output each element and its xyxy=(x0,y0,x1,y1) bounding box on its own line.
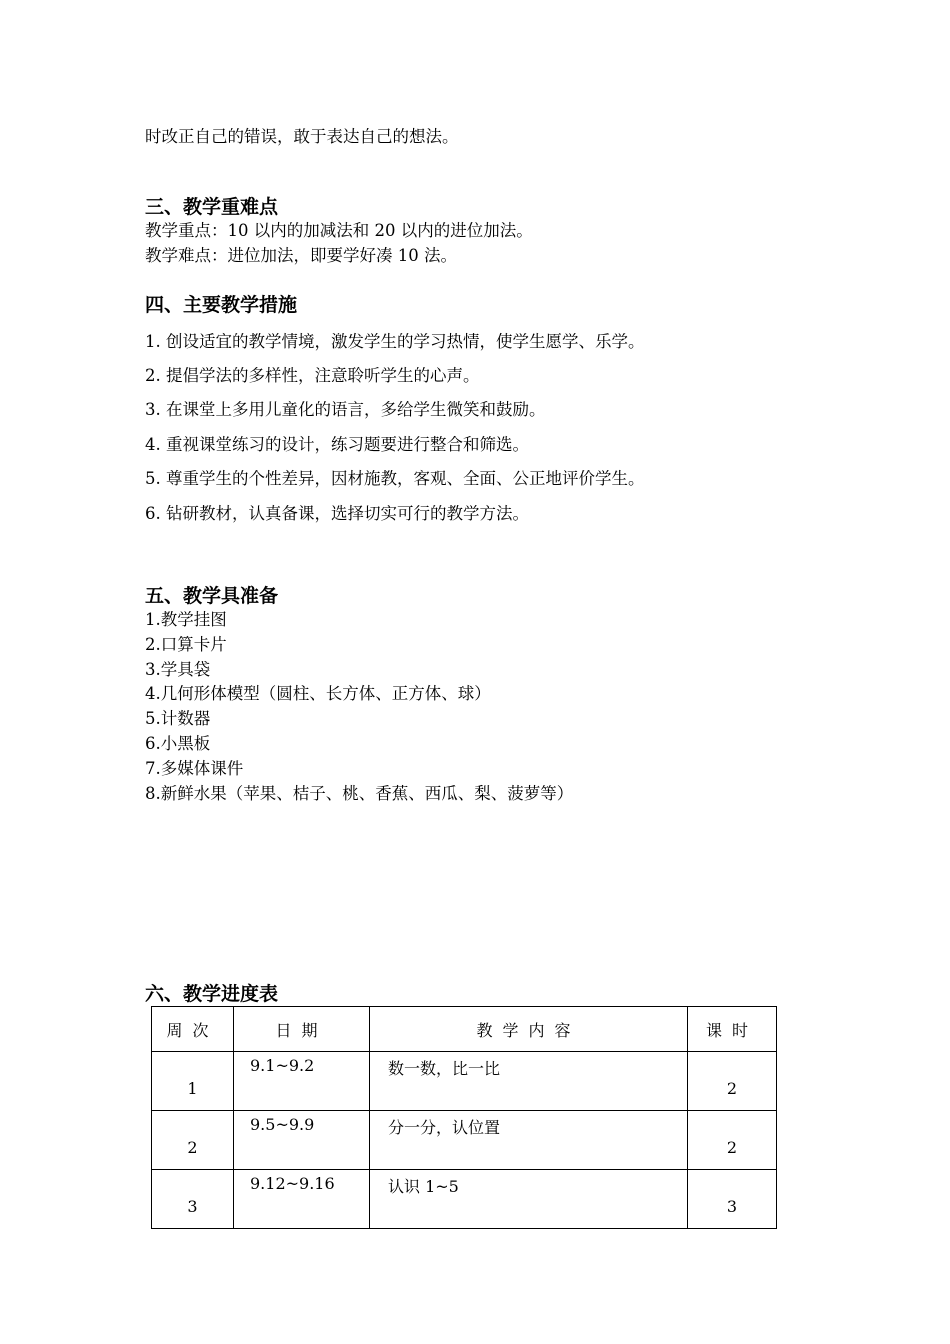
materials-item: 5.计数器 xyxy=(145,709,211,728)
section-5-title: 五、教学具准备 xyxy=(145,585,279,607)
intro-tail-text: 时改正自己的错误，敢于表达自己的想法。 xyxy=(145,127,459,146)
cell-hours: 3 xyxy=(688,1170,777,1229)
materials-item: 2.口算卡片 xyxy=(145,635,227,654)
cell-hours: 2 xyxy=(688,1052,777,1111)
measure-item: 5. 尊重学生的个性差异，因材施教，客观、全面、公正地评价学生。 xyxy=(145,469,645,488)
table-row xyxy=(152,1111,777,1170)
cell-content: 分一分，认位置 xyxy=(370,1111,688,1170)
key-point-line: 教学重点：10 以内的加减法和 20 以内的进位加法。 xyxy=(145,221,533,240)
cell-week: 1 xyxy=(152,1052,234,1111)
materials-item: 6.小黑板 xyxy=(145,734,211,753)
cell-date: 9.5~9.9 xyxy=(234,1111,370,1170)
section-3-title: 三、教学重难点 xyxy=(145,196,279,218)
measure-item: 4. 重视课堂练习的设计，练习题要进行整合和筛选。 xyxy=(145,435,529,454)
header-hours: 课时 xyxy=(688,1007,777,1052)
cell-content: 数一数，比一比 xyxy=(370,1052,688,1111)
measure-item: 2. 提倡学法的多样性，注意聆听学生的心声。 xyxy=(145,366,480,385)
header-content: 教学内容 xyxy=(370,1007,688,1052)
measure-item: 6. 钻研教材，认真备课，选择切实可行的教学方法。 xyxy=(145,504,529,523)
materials-item: 8.新鲜水果（苹果、桔子、桃、香蕉、西瓜、梨、菠萝等） xyxy=(145,784,574,803)
materials-item: 1.教学挂图 xyxy=(145,610,227,629)
cell-week: 2 xyxy=(152,1111,234,1170)
measure-item: 1. 创设适宜的教学情境，激发学生的学习热情，使学生愿学、乐学。 xyxy=(145,332,645,351)
header-week: 周次 xyxy=(152,1007,234,1052)
table-row xyxy=(152,1052,777,1111)
schedule-table xyxy=(151,1006,777,1229)
cell-week: 3 xyxy=(152,1170,234,1229)
cell-content: 认识 1~5 xyxy=(370,1170,688,1229)
table-row xyxy=(152,1170,777,1229)
table-header-row xyxy=(152,1007,777,1052)
cell-date: 9.1~9.2 xyxy=(234,1052,370,1111)
header-date: 日期 xyxy=(234,1007,370,1052)
measure-item: 3. 在课堂上多用儿童化的语言，多给学生微笑和鼓励。 xyxy=(145,400,546,419)
materials-item: 3.学具袋 xyxy=(145,660,211,679)
difficulty-line: 教学难点：进位加法，即要学好凑 10 法。 xyxy=(145,246,457,265)
section-6-title: 六、教学进度表 xyxy=(145,983,279,1005)
cell-hours: 2 xyxy=(688,1111,777,1170)
section-4-title: 四、主要教学措施 xyxy=(145,294,298,316)
cell-date: 9.12~9.16 xyxy=(234,1170,370,1229)
materials-item: 4.几何形体模型（圆柱、长方体、正方体、球） xyxy=(145,684,491,703)
materials-item: 7.多媒体课件 xyxy=(145,759,244,778)
